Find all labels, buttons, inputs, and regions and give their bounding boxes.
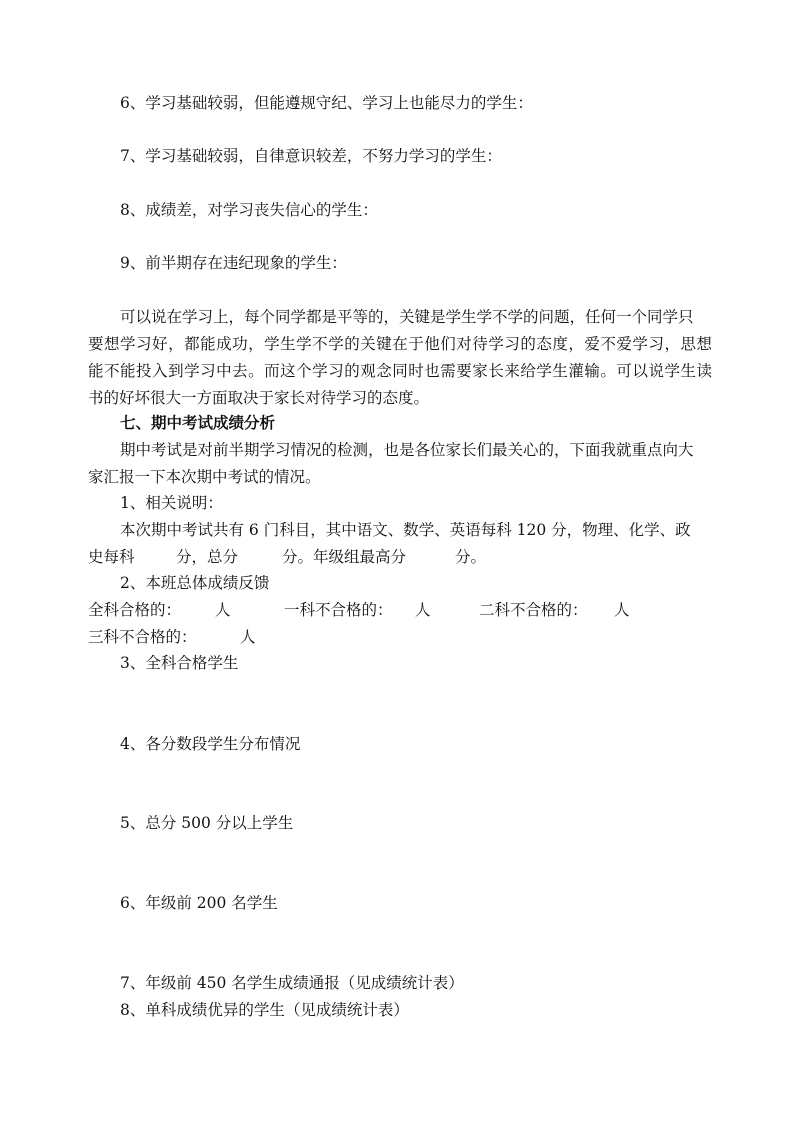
three-fail-unit: 人 xyxy=(240,628,256,646)
sub1-line-1: 本次期中考试共有 6 门科目，其中语文、数学、英语每科 120 分，物理、化学、政 xyxy=(120,521,691,539)
sub1-line2-d: 分。 xyxy=(455,548,487,566)
item-9: 9、前半期存在违纪现象的学生： xyxy=(120,254,347,272)
paragraph-line-2: 要想学习好，都能成功，学生学不学的关键在于他们对待学习的态度，爱不爱学习，思想 xyxy=(88,335,712,353)
intro-line-1: 期中考试是对前半期学习情况的检测，也是各位家长们最关心的，下面我就重点向大 xyxy=(120,441,694,459)
all-pass-unit: 人 xyxy=(215,601,231,619)
item-7: 7、学习基础较弱，自律意识较差，不努力学习的学生： xyxy=(120,147,502,165)
sub5-title: 5、总分 500 分以上学生 xyxy=(120,814,294,832)
sub1-line2-b: 分，总分 xyxy=(176,548,239,566)
sub7-title: 7、年级前 450 名学生成绩通报（见成绩统计表） xyxy=(120,974,464,992)
sub1-line2-a: 史每科 xyxy=(88,548,135,566)
sub4-title: 4、各分数段学生分布情况 xyxy=(120,735,301,753)
sub8-title: 8、单科成绩优异的学生（见成绩统计表） xyxy=(120,1001,409,1019)
one-fail-unit: 人 xyxy=(415,601,431,619)
all-pass-label: 全科合格的： xyxy=(88,601,182,619)
one-fail-label: 一科不合格的： xyxy=(284,601,393,619)
paragraph-line-1: 可以说在学习上，每个同学都是平等的，关键是学生学不学的问题，任何一个同学只 xyxy=(120,308,694,326)
two-fail-unit: 人 xyxy=(614,601,630,619)
paragraph-line-3: 能不能投入到学习中去。而这个学习的观念同时也需要家长来给学生灌输。可以说学生读 xyxy=(88,362,712,380)
intro-line-2: 家汇报一下本次期中考试的情况。 xyxy=(88,468,321,486)
three-fail-label: 三科不合格的： xyxy=(88,628,197,646)
sub1-title: 1、相关说明： xyxy=(120,494,223,512)
item-6: 6、学习基础较弱，但能遵规守纪、学习上也能尽力的学生： xyxy=(120,94,533,112)
item-8: 8、成绩差，对学习丧失信心的学生： xyxy=(120,201,378,219)
sub3-title: 3、全科合格学生 xyxy=(120,654,239,672)
sub1-line2-c: 分。年级组最高分 xyxy=(282,548,407,566)
sub6-title: 6、年级前 200 名学生 xyxy=(120,894,278,912)
paragraph-line-4: 书的好坏很大一方面取决于家长对待学习的态度。 xyxy=(88,389,430,407)
section-heading: 七、期中考试成绩分析 xyxy=(120,413,276,432)
two-fail-label: 二科不合格的： xyxy=(479,601,588,619)
sub2-title: 2、本班总体成绩反馈 xyxy=(120,574,270,592)
